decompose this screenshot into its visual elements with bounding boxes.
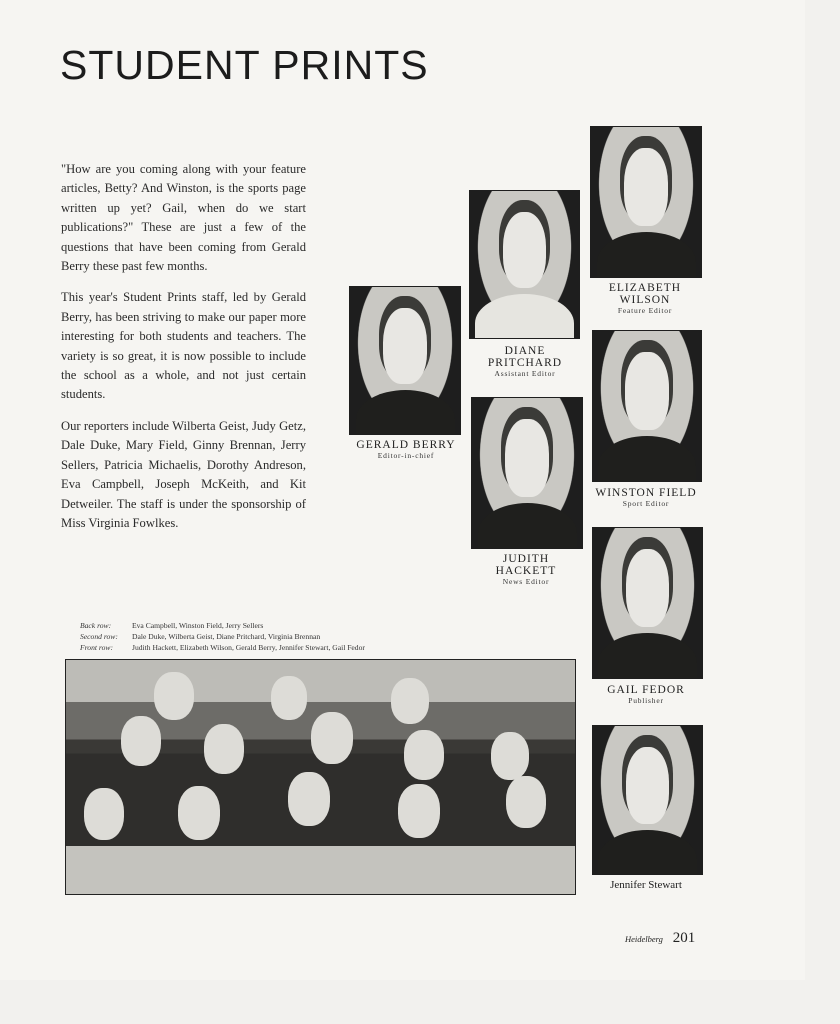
portrait-role: Sport Editor — [622, 499, 670, 508]
second-row-line — [80, 631, 365, 642]
portrait-winston-field — [592, 330, 702, 482]
back-row-names: Eva Campbell, Winston Field, Jerry Sellers — [132, 621, 264, 630]
caption-diane-pritchard — [465, 345, 585, 379]
second-row-names: Dale Duke, Wilberta Geist, Diane Pritchard, Virginia Brennan — [132, 632, 321, 641]
page-title: STUDENT PRINTS — [60, 42, 429, 88]
portrait-elizabeth-wilson — [590, 126, 702, 278]
front-row-names: Judith Hackett, Elizabeth Wilson, Gerald Berry, Jennifer Stewart, Gail Fedor — [132, 643, 365, 652]
page-number: 201 — [672, 930, 696, 946]
paragraph-1: "How are you coming along with your feature articles, Betty? And Winston, is the sports page written up yet? Gail, when do we start publications?" These are just a few of the questions that have been coming from Gerald Berry these past few months. — [61, 162, 306, 274]
paragraph-3: Our reporters include Wilberta Geist, Judy Getz, Dale Duke, Mary Field, Ginny Brennan, Jerry Sellers, Patricia Michaelis, Dorothy Andreson, Eva Campbell, Joseph McKeith, and Kit Detweiler. The staff is under the sponsorship of Miss Virginia Fowlkes. — [61, 418, 306, 530]
caption-winston-field — [582, 487, 710, 509]
caption-judith-hackett — [466, 553, 586, 587]
portrait-name: GAIL FEDOR — [607, 684, 685, 696]
page-footer — [625, 930, 695, 947]
portrait-name-line2: HACKETT — [495, 565, 557, 577]
portrait-jennifer-stewart — [592, 725, 703, 875]
second-row-label: Second row: — [80, 632, 118, 641]
portrait-role: Editor-in-chief — [377, 451, 435, 460]
portrait-name-line1: JUDITH — [502, 553, 550, 565]
portrait-role: News Editor — [502, 577, 550, 586]
portrait-diane-pritchard — [469, 190, 580, 339]
portrait-name: Jennifer Stewart — [610, 879, 682, 891]
portrait-role: Assistant Editor — [494, 369, 556, 378]
portrait-name: WINSTON FIELD — [595, 487, 697, 499]
back-row-label: Back row: — [80, 621, 112, 630]
portrait-gail-fedor — [592, 527, 703, 679]
portrait-name-line1: ELIZABETH — [608, 282, 682, 294]
group-photo-caption — [80, 620, 365, 653]
front-row-line — [80, 642, 365, 653]
portrait-name-line1: DIANE — [504, 345, 546, 357]
portrait-name-line2: PRITCHARD — [487, 357, 563, 369]
group-photo — [65, 659, 576, 895]
portrait-name-line2: WILSON — [619, 294, 671, 306]
portrait-role: Publisher — [628, 696, 664, 705]
caption-elizabeth-wilson — [585, 282, 705, 316]
portrait-name: GERALD BERRY — [356, 439, 456, 451]
front-row-label: Front row: — [80, 643, 113, 652]
book-title: Heidelberg — [625, 934, 663, 944]
portrait-gerald-berry — [349, 286, 461, 435]
back-row-line — [80, 620, 365, 631]
caption-gerald-berry — [345, 439, 467, 461]
caption-jennifer-stewart — [586, 879, 706, 891]
article-body — [61, 160, 306, 545]
portrait-judith-hackett — [471, 397, 583, 549]
caption-gail-fedor — [586, 684, 706, 706]
paragraph-2: This year's Student Prints staff, led by Gerald Berry, has been striving to make our paper more interesting for both students and teachers. The variety is so great, it is now possible to include the school as a whole, and not just certain students. — [61, 290, 306, 402]
portrait-role: Feature Editor — [617, 306, 673, 315]
